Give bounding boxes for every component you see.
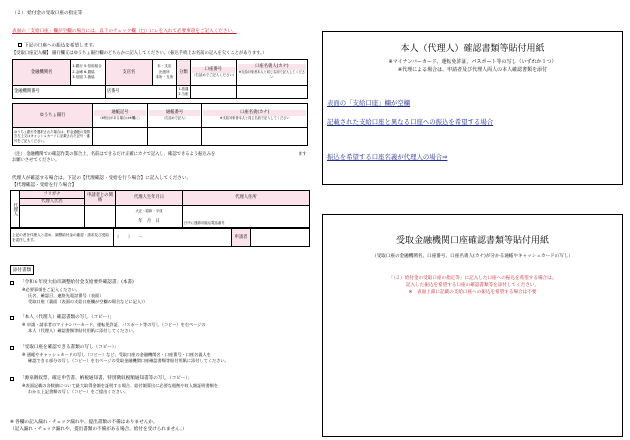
account-note-right: ます: [298, 152, 307, 157]
yucho-note: ゆうちょ銀行を選択された場合は、貯金通帳の見開き左上又はキャッシュカードに記載された記号・番号をご記入ください。: [13, 128, 93, 146]
yucho-symbol-note: （6桁目がある場合は※欄に）: [98, 115, 142, 120]
yucho-holder-cell[interactable]: [202, 104, 308, 128]
doc-line: わかる上記書類の写し（コピー）をご提出ください。: [28, 389, 129, 394]
bank-panel-note-3: ※ 表面上部に記載の支給口座への振込を希望する場合は不要: [408, 290, 537, 295]
account-number-cell[interactable]: [191, 60, 237, 86]
doc-line: 受取口座（裏面（表面の支給口座欄が空欄の場合などに記入））: [28, 299, 148, 304]
account-number-input[interactable]: [191, 86, 237, 99]
doc-line: ※ 通帳やキャッシュカードの写し（コピー）など、受取口座の金融機関名・口座番号・口座名義人を: [22, 352, 211, 357]
intro-text: 表面の「支給口座」欄が空欄の場合には、以下のチェック欄（□）にレを入れて必要事項をご記入ください。: [12, 29, 237, 34]
category-header: 分類: [176, 60, 190, 86]
change-account-checkbox[interactable]: [18, 43, 22, 47]
yucho-number-header: 通帳番号: [149, 110, 201, 116]
bank-code-cell[interactable]: 金融機関番号: [13, 86, 106, 99]
doc-title: 「令和６年度大仙市調整給付金支給要件確認書」(本書): [20, 280, 134, 285]
proxy-address-input[interactable]: [183, 206, 310, 228]
section-title: （２） 給付金の受取口座の指定等: [12, 11, 83, 16]
proxy-side-label: 代理人: [11, 191, 20, 228]
proxy-tel-label: 日中に連絡可能な電話番号: [184, 221, 225, 225]
yucho-holder-input[interactable]: [202, 128, 308, 146]
identity-link-blank-account[interactable]: 表面の「支給口座」欄が空欄: [327, 99, 411, 107]
proxy-table: [10, 190, 310, 228]
proxy-consent-text: 上記の者を代理人と認め、調整給付金の確認・請求及び受給を委任します。: [11, 229, 114, 247]
holder-kana-input[interactable]: [236, 86, 307, 99]
footer-note-1: ※ 各欄の記入漏れ・チェック漏れや、提出書類の不備はありませんか。: [10, 420, 158, 425]
proxy-relation-input[interactable]: [85, 206, 116, 228]
proxy-intro: 代理人が確認する場合は、下記の【代理確認・受給を行う場合】に記入してください。: [12, 176, 192, 181]
docs-title: 添付書類: [10, 265, 34, 275]
footer-note-2: （記入漏れ・チェック漏れや、提出書類の不備がある場合、給付を受けられません。）: [10, 427, 187, 432]
proxy-birth-input[interactable]: [116, 206, 183, 228]
doc-line: ※表面記載の各数値について最大取得金額を証明する場合、給付額算出に必要な根拠や収入額証明書類を: [22, 383, 219, 388]
change-account-label: 下記の口座への振込を希望します。: [24, 43, 98, 49]
yucho-table: [12, 103, 308, 146]
proxy-consent-table: [10, 228, 310, 247]
proxy-tel-value[interactable]: （ ） －: [114, 229, 232, 247]
identity-panel-note-2: ※代理による場合は、申請者及び代理人両人の本人確認書類を添付: [397, 67, 548, 73]
bank-name-header: 金融機関名: [13, 60, 71, 86]
identity-panel-note-1: ※マイナンバーカード、運転免許証、パスポート等の写し（いずれか１つ）: [388, 59, 557, 65]
proxy-caption: 【代理確認・受給を行う場合】: [12, 183, 77, 188]
doc-title: 「本人（代理人）確認書類の写し（コピー）」: [20, 315, 114, 320]
applicant-signature-input[interactable]: [251, 229, 310, 247]
yucho-label: ゆうちょ銀行: [13, 104, 93, 128]
bank-panel-note-1: 「（２）給付金の受取口座の指定等」に記入した口座への振込を希望する場合は、: [388, 276, 557, 281]
doc-checkbox[interactable]: [10, 346, 14, 350]
branch-type-options[interactable]: 本・支店 出張所 本所・支所: [152, 60, 176, 86]
holder-kana-header: 口座名義人(カナ): [238, 64, 306, 70]
identity-panel-title: 本人（代理人）確認書類等貼付用紙: [400, 44, 545, 54]
doc-line: 確認できる部分の写し（コピー）を右ページの受取金融機関口座確認書類等貼付用紙に添付してください。: [28, 358, 229, 363]
bank-table: [12, 59, 308, 99]
identity-link-proxy-account[interactable]: 振込を希望する口座名義が代理人の場合⇒: [327, 153, 448, 161]
account-note-2: お願いさせてください。: [12, 158, 60, 163]
yucho-symbol-input[interactable]: [93, 128, 148, 146]
proxy-birth-header: 代理人生年月日: [116, 191, 183, 206]
branch-name-header: 支店名: [105, 60, 152, 86]
applicant-signature-label: 申請者: [232, 229, 251, 247]
proxy-relation-header: 申請者との関係: [85, 191, 116, 206]
doc-checkbox[interactable]: [10, 377, 14, 381]
identity-doc-panel: [322, 31, 623, 185]
doc-line: 氏名、確認日、連絡先電話番号（表面）: [28, 293, 104, 298]
doc-checkbox[interactable]: [10, 316, 14, 320]
bank-panel-subtitle: （受取口座の金融機関名、口座番号、口座名義人(カナ)が分かる通帳やキャッシュカードの写し）: [371, 254, 574, 259]
yucho-number-input[interactable]: [147, 128, 202, 146]
yucho-holder-note: ※支給対象者本人と同じ名前で記入してください: [219, 115, 290, 120]
yucho-symbol-cell[interactable]: [93, 104, 148, 128]
bank-type-options[interactable]: 1.銀行 5.信用組合 2.金庫 6.農協 3.信組 7.漁協: [71, 60, 105, 86]
branch-code-cell[interactable]: 店番号: [105, 86, 176, 99]
bank-doc-panel: [322, 214, 623, 437]
account-caption: 【受取口座記入欄】 銀行欄又はゆうちょ銀行欄のどちらかに記入してください。（振込手続上お名前の記入を欠くことがあります。）: [12, 51, 267, 56]
yucho-number-cell[interactable]: [147, 104, 202, 128]
holder-kana-cell[interactable]: [236, 60, 307, 86]
identity-link-different-account[interactable]: 記載された支給口座と異なる口座への振込を希望する場合: [327, 118, 494, 126]
proxy-era-options[interactable]: 大正・昭和・平成: [135, 209, 163, 213]
bank-panel-title: 受取金融機関口座確認書類等貼付用紙: [395, 236, 549, 246]
doc-line: ※ 申請・請求者のマイナンバーカード、運転免許証、パスポート等の写し（コピー）を右ページの: [22, 322, 206, 327]
yucho-number-note: （右詰めで記入）: [161, 115, 188, 120]
proxy-address-header: 代理人住所: [183, 191, 310, 206]
proxy-furigana-header: フリガナ: [20, 191, 85, 199]
proxy-name-header: 代理人氏名: [20, 198, 85, 206]
account-number-header: 口座番号: [192, 67, 235, 73]
holder-kana-note: ※支給対象者本人と同じ名前で記入してください: [238, 69, 306, 80]
doc-title: 「源泉徴収票、確定申告書、納税通知書、特別徴収税額通知書等の写し（コピー）」: [20, 376, 193, 381]
account-number-note: （右詰めでご記入ください）: [192, 72, 237, 77]
bank-panel-note-2: 記入した振込を希望する口座の確認書類等を添付してください。: [405, 283, 540, 288]
yucho-symbol-header: 通帳記号: [94, 110, 146, 116]
change-account-check[interactable]: [18, 43, 97, 50]
category-options[interactable]: 1.普通 2.当座: [176, 86, 190, 99]
doc-line: 本人（代理人）確認書類等貼付用紙に添付してください。: [28, 328, 137, 333]
doc-title: 「受取口座を確認できる書類の写し（コピー）」: [20, 345, 119, 350]
doc-line: ※必要事項をご記入ください。: [22, 287, 80, 292]
proxy-name-input[interactable]: [20, 206, 85, 228]
doc-checkbox[interactable]: [10, 281, 14, 285]
proxy-date-format: 年 月 日: [138, 218, 160, 224]
account-note: （注） 金融機関での確認作業の都合上、名前はできるだけ正確にカナで記入し、確認できるよう振込みを: [12, 152, 216, 157]
yucho-holder-header: 口座名義(カナ): [203, 110, 306, 116]
